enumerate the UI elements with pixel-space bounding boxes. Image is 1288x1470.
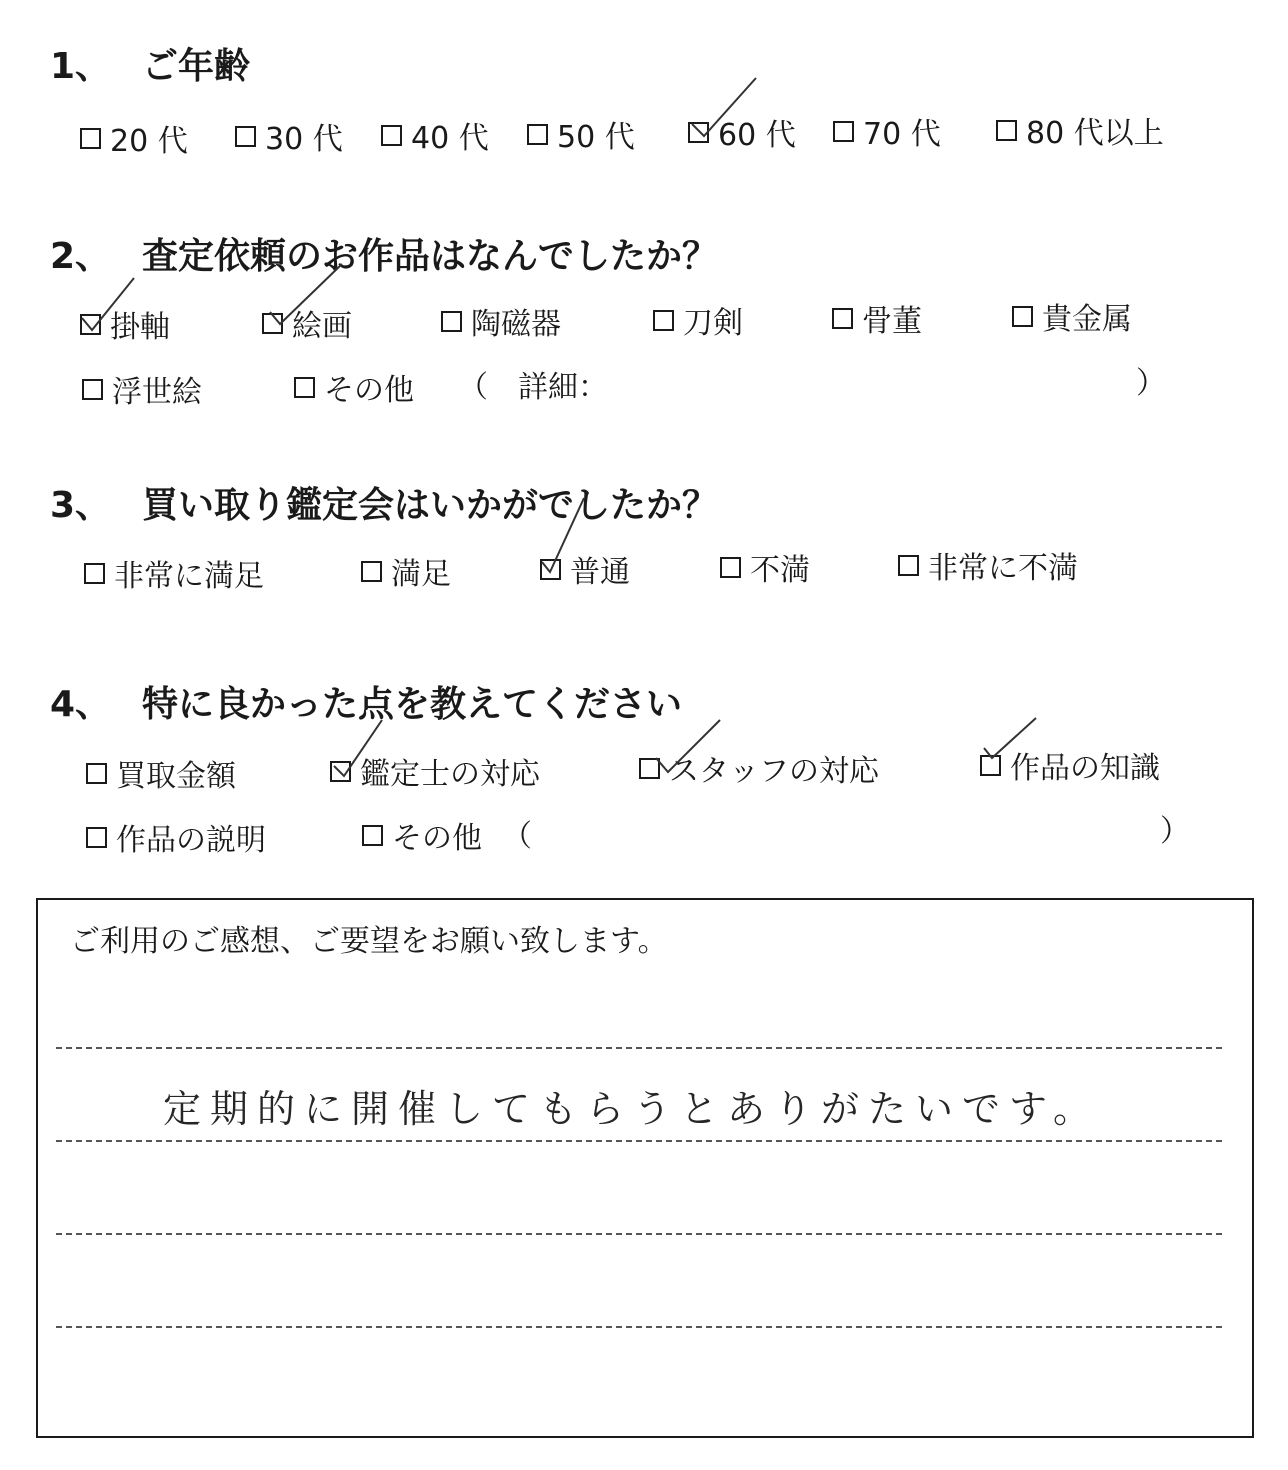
question-1-title <box>50 38 250 89</box>
option-label: その他 <box>324 373 414 408</box>
option-label: 浮世絵 <box>112 375 202 410</box>
rating-dissatisfied-option[interactable] <box>720 545 810 589</box>
age-30s-option[interactable] <box>235 114 343 158</box>
checkbox[interactable] <box>381 125 402 146</box>
checkbox[interactable] <box>84 563 105 584</box>
checkbox[interactable] <box>832 308 853 329</box>
option-label: その他 <box>392 821 482 856</box>
question-3-number: 3、 <box>50 485 112 526</box>
checkbox[interactable] <box>80 128 101 149</box>
option-label: 骨董 <box>862 304 922 339</box>
option-label: 作品の知識 <box>1010 751 1160 786</box>
option-label: 作品の説明 <box>116 823 266 858</box>
option-label: 刀剣 <box>683 306 743 341</box>
option-label: 貴金属 <box>1042 302 1132 337</box>
handwritten-comment: 定期的に開催してもらうとありがたいです。 <box>163 1087 1100 1131</box>
dashed-rule <box>56 1047 1222 1049</box>
checkbox[interactable] <box>980 755 1001 776</box>
question-4-number: 4、 <box>50 684 112 725</box>
option-label: 20 代 <box>110 124 188 159</box>
option-label: 非常に不満 <box>928 551 1078 586</box>
good-point-staff-option[interactable] <box>639 746 879 790</box>
option-label: 不満 <box>750 553 810 588</box>
good-point-explanation-option[interactable] <box>86 815 266 859</box>
good-point-knowledge-option[interactable] <box>980 743 1160 787</box>
option-label: 非常に満足 <box>114 559 264 594</box>
rating-neutral-option[interactable] <box>540 547 630 591</box>
checkbox[interactable] <box>720 557 741 578</box>
checkbox[interactable] <box>540 559 561 580</box>
artwork-precious-metal-option[interactable] <box>1012 294 1132 338</box>
option-label: 鑑定士の対応 <box>360 757 540 792</box>
question-2-title <box>50 228 718 279</box>
detail-open-paren: （ 詳細： <box>458 370 608 405</box>
age-20s-option[interactable] <box>80 116 188 160</box>
checkbox[interactable] <box>262 313 283 334</box>
checkbox[interactable] <box>688 122 709 143</box>
artwork-hanging-scroll-option[interactable] <box>80 302 170 346</box>
other-open-paren: （ <box>502 819 532 854</box>
checkbox[interactable] <box>898 555 919 576</box>
comment-prompt: ご利用のご感想、ご要望をお願い致します。 <box>70 924 668 959</box>
option-label: 30 代 <box>265 122 343 157</box>
option-label: スタッフの対応 <box>669 754 879 789</box>
artwork-antique-option[interactable] <box>832 296 922 340</box>
artwork-ukiyoe-option[interactable] <box>82 367 202 411</box>
dashed-rule <box>56 1140 1222 1142</box>
checkbox[interactable] <box>996 120 1017 141</box>
checkbox[interactable] <box>639 758 660 779</box>
checkbox[interactable] <box>833 121 854 142</box>
rating-satisfied-option[interactable] <box>361 549 451 593</box>
question-4-text: 特に良かった点を教えてください <box>142 684 683 725</box>
option-label: 60 代 <box>718 118 796 153</box>
good-point-other-option[interactable] <box>362 813 482 857</box>
artwork-ceramics-option[interactable] <box>441 299 561 343</box>
option-label: 50 代 <box>557 120 635 155</box>
checkbox[interactable] <box>86 827 107 848</box>
option-label: 70 代 <box>863 117 941 152</box>
question-2-text: 査定依頼のお作品はなんでしたか？ <box>142 236 719 277</box>
good-point-price-option[interactable] <box>86 751 236 795</box>
artwork-other-option[interactable] <box>294 365 414 409</box>
option-label: 絵画 <box>292 309 352 344</box>
question-2-number: 2、 <box>50 236 112 277</box>
question-1-number: 1、 <box>50 46 112 87</box>
checkbox[interactable] <box>361 561 382 582</box>
artwork-painting-option[interactable] <box>262 301 352 345</box>
checkbox[interactable] <box>1012 306 1033 327</box>
comment-box[interactable] <box>36 898 1254 1438</box>
checkbox[interactable] <box>235 126 256 147</box>
age-80s-plus-option[interactable] <box>996 108 1164 152</box>
checkbox[interactable] <box>362 825 383 846</box>
checkbox[interactable] <box>527 124 548 145</box>
other-input-area[interactable] <box>530 811 1150 851</box>
checkbox[interactable] <box>653 310 674 331</box>
option-label: 陶磁器 <box>471 307 561 342</box>
good-point-appraiser-option[interactable] <box>330 749 540 793</box>
checkbox[interactable] <box>86 763 107 784</box>
detail-close-paren: ） <box>1136 366 1166 401</box>
age-70s-option[interactable] <box>833 109 941 153</box>
dashed-rule <box>56 1233 1222 1235</box>
age-40s-option[interactable] <box>381 113 489 157</box>
checkbox[interactable] <box>441 311 462 332</box>
other-close-paren: ） <box>1160 814 1190 849</box>
option-label: 満足 <box>391 557 451 592</box>
age-60s-option[interactable] <box>688 110 796 154</box>
rating-very-satisfied-option[interactable] <box>84 551 264 595</box>
checkbox[interactable] <box>330 761 351 782</box>
question-4-title <box>50 676 682 727</box>
question-3-text: 買い取り鑑定会はいかがでしたか？ <box>142 485 719 526</box>
age-50s-option[interactable] <box>527 112 635 156</box>
checkbox[interactable] <box>294 377 315 398</box>
checkbox[interactable] <box>80 314 101 335</box>
detail-input-area[interactable] <box>610 362 1130 402</box>
checkbox[interactable] <box>82 379 103 400</box>
artwork-sword-option[interactable] <box>653 298 743 342</box>
option-label: 買取金額 <box>116 759 236 794</box>
option-label: 掛軸 <box>110 310 170 345</box>
option-label: 普通 <box>570 555 630 590</box>
rating-very-dissatisfied-option[interactable] <box>898 543 1078 587</box>
question-1-text: ご年齢 <box>142 46 251 87</box>
question-3-title <box>50 477 718 528</box>
option-label: 80 代以上 <box>1026 116 1164 151</box>
dashed-rule <box>56 1326 1222 1328</box>
option-label: 40 代 <box>411 121 489 156</box>
